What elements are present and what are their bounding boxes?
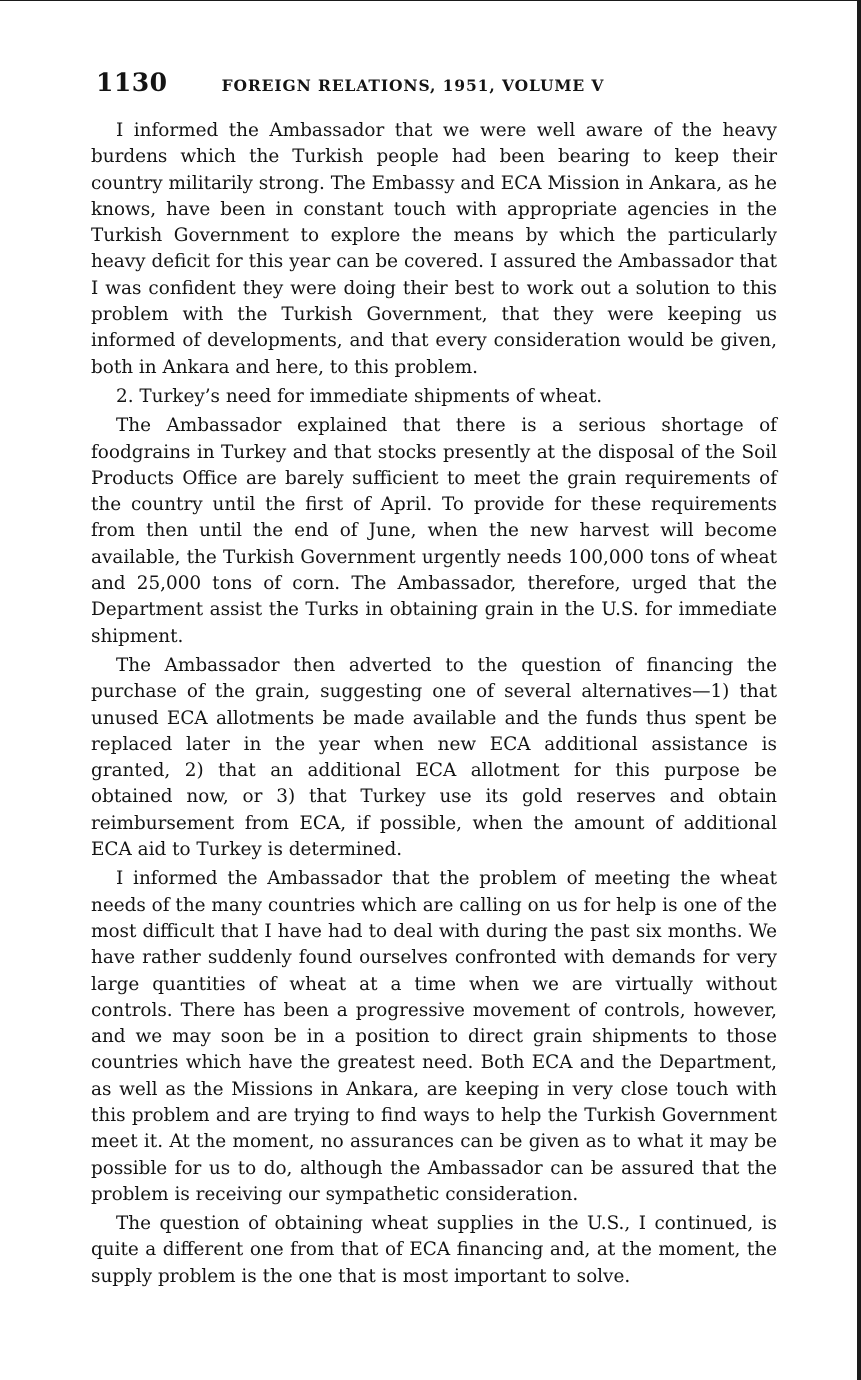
body-text [91,118,777,1293]
paragraph-supply-problem: The question of obtaining wheat supplies in the U.S., I continued, is quite a different one from that of ECA financing and, at the moment, the supply problem is the one that is most important to solve. [91,1213,777,1287]
running-head-title: FOREIGN RELATIONS, 1951, VOLUME V [221,76,605,95]
paragraph-wheat-needs-response: I informed the Ambassador that the problem of meeting the wheat needs of the many countries which are calling on us for help is one of the most difficult that I have had to deal with during the past six months. We have rather suddenly found ourselves confronted with demands for very large quantities of wheat at a time when we are virtually without controls. There has been a progressive movement of controls, however, and we may soon be in a position to direct grain shipments to those countries which have the greatest need. Both ECA and the Department, as well as the Missions in Ankara, are keeping in very close touch with this problem and are trying to find ways to help the Turkish Government meet it. At the moment, no assurances can be given as to what it may be possible for us to do, although the Ambassador can be assured that the problem is receiving our sympathetic consideration. [91,868,777,1205]
paragraph-ambassador-informed: I informed the Ambassador that we were well aware of the heavy burdens which the Turkish people had been bearing to keep their country militarily strong. The Embassy and ECA Mission in Ankara, as he knows, have been in constant touch with appropriate agencies in the Turkish Government to explore the means by which the particularly heavy deficit for this year can be covered. I assured the Ambassador that I was confident they were doing their best to work out a solution to this problem with the Turkish Government, that they were keeping us informed of developments, and that every consideration would be given, both in Ankara and here, to this problem. [91,120,777,378]
section-heading-wheat-shipments: 2. Turkey’s need for immediate shipments of wheat. [116,385,603,407]
paragraph-grain-shortage: The Ambassador explained that there is a serious shortage of foodgrains in Turkey and that stocks presently at the disposal of the Soil Products Office are barely sufficient to meet the grain requirements of the country until the first of April. To provide for these requirements from then until the end of June, when the new harvest will become available, the Turkish Government urgently needs 100,000 tons of wheat and 25,000 tons of corn. The Ambassador, therefore, urged that the Department assist the Turks in obtaining grain in the U.S. for immediate shipment. [91,415,777,647]
scan-border-right [857,0,861,1380]
page-number: 1130 [96,68,168,97]
scan-border-top [0,0,861,1]
paragraph-financing-alternatives: The Ambassador then adverted to the question of financing the purchase of the grain, suggesting one of several alternatives—1) that unused ECA allotments be made available and the funds thus spent be replaced later in the year when new ECA additional assistance is granted, 2) that an additional ECA allotment for this purpose be obtained now, or 3) that Turkey use its gold reserves and obtain reimbursement from ECA, if possible, when the amount of additional ECA aid to Turkey is determined. [91,654,777,861]
running-head [96,68,776,102]
